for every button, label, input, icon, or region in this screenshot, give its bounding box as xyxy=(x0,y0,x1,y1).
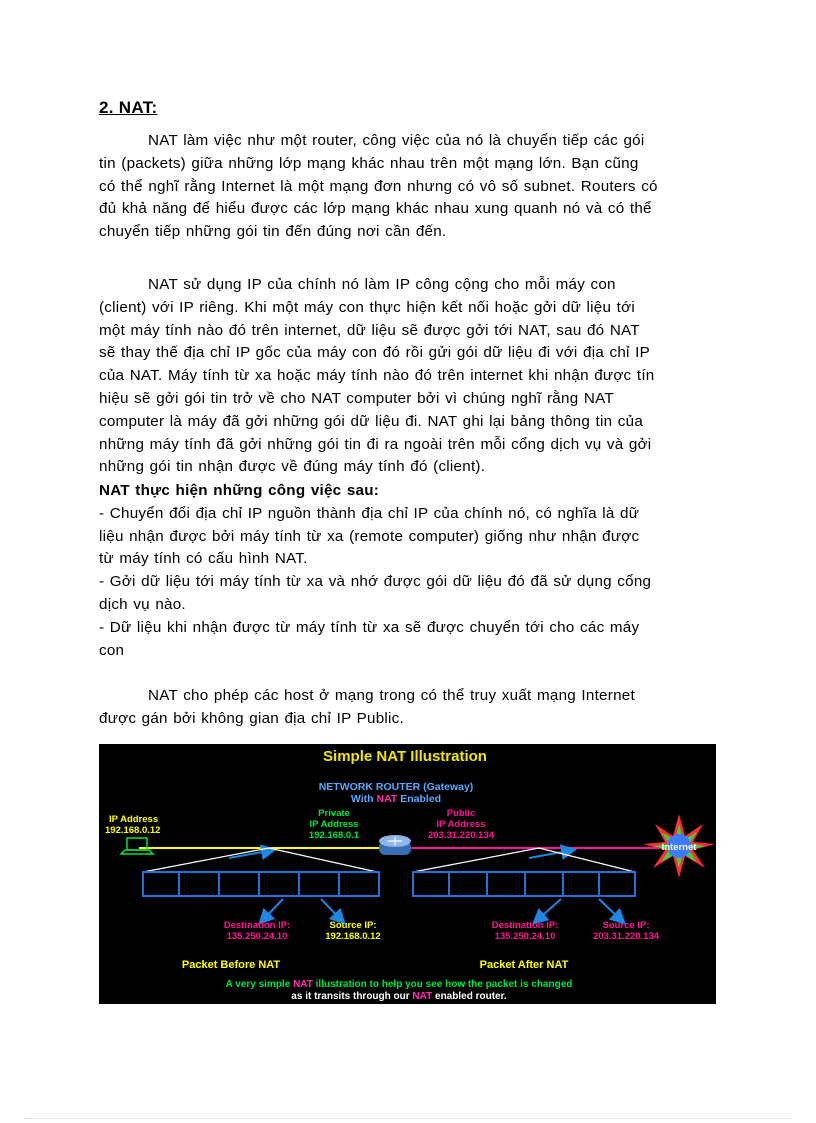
before-src-label: Source IP: xyxy=(329,920,377,931)
section-heading: 2. NAT: xyxy=(99,98,158,117)
after-src-label: Source IP: xyxy=(602,920,650,931)
nat-tasks-list xyxy=(99,480,719,662)
nat-illustration-figure xyxy=(99,744,716,1004)
text-line: hiệu sẽ gởi gói tin trở về cho NAT computer bởi vì chúng nghĩ rằng NAT xyxy=(99,389,614,407)
after-src-value: 203.31.220.134 xyxy=(592,931,660,942)
after-dest-arrow xyxy=(535,899,561,922)
after-src-arrow xyxy=(599,899,623,922)
left-ip-value: 192.168.0.12 xyxy=(105,825,161,836)
tasks-title: NAT thực hiện những công việc sau: xyxy=(99,482,380,499)
private-ip-value: 192.168.0.1 xyxy=(308,830,360,841)
caption1-pre: A very simple xyxy=(225,979,291,990)
private-label: Private xyxy=(318,808,350,819)
internet-label: Internet xyxy=(661,842,697,853)
after-dest-value: 135.250.24.10 xyxy=(494,931,556,942)
before-dest-value: 135.250.24.10 xyxy=(226,931,288,942)
caption2-pre: as it transits through our xyxy=(291,991,410,1002)
text-line: của NAT. Máy tính từ xa hoặc máy tính nào đó trên internet khi nhận được tín xyxy=(99,367,655,385)
after-packet-projection xyxy=(413,848,635,872)
router-icon xyxy=(379,835,411,855)
task-line: từ máy tính có cấu hình NAT. xyxy=(99,550,308,568)
caption1-post: illustration to help you see how the packet is changed xyxy=(315,979,573,990)
text-line: có thể nghĩ rằng Internet là một mạng đơn nhưng có vô số subnet. Routers có xyxy=(99,177,658,195)
before-dest-arrow xyxy=(261,899,283,922)
public-ip-label: IP Address xyxy=(436,819,486,830)
packet-before-frame xyxy=(143,872,379,896)
task-line: - Gởi dữ liệu tới máy tính từ xa và nhớ được gói dữ liệu đó đã sử dụng cổng xyxy=(99,573,652,591)
task-line: con xyxy=(99,641,125,659)
task-line: liệu nhận được bởi máy tính từ xa (remote computer) giống như nhận được xyxy=(99,527,640,545)
enabled-label: Enabled xyxy=(400,793,442,805)
task-line: - Chuyển đổi địa chỉ IP nguồn thành địa chỉ IP của chính nó, có nghĩa là dữ xyxy=(99,504,640,522)
text-line: (client) với IP riêng. Khi một máy con thực hiện kết nối hoặc gởi dữ liệu tới xyxy=(99,298,635,316)
text-line: đủ khả năng để hiểu được các lớp mạng khác nhau xung quanh nó và có thể xyxy=(99,200,652,218)
figure-caption-line2 xyxy=(291,991,507,1002)
left-ip-label: IP Address xyxy=(109,814,159,825)
text-line: được gán bởi không gian địa chỉ IP Public. xyxy=(99,709,404,727)
text-line: chuyển tiếp những gói tin đến đúng nơi cần đến. xyxy=(99,223,447,241)
text-line: tin (packets) giữa những lớp mạng khác nhau trên một mạng lớn. Bạn cũng xyxy=(99,154,639,172)
text-line: NAT cho phép các host ở mạng trong có thể truy xuất mạng Internet xyxy=(148,687,635,704)
figure-caption-line1 xyxy=(226,979,573,990)
router-title: NETWORK ROUTER (Gateway) xyxy=(318,781,474,793)
public-ip-value: 203.31.220.134 xyxy=(427,830,495,841)
packet-after-label: Packet After NAT xyxy=(479,959,569,971)
paragraph-nat-overview xyxy=(99,130,719,244)
text-line: một máy tính nào đó trên internet, dữ liệu sẽ được gởi tới NAT, sau đó NAT xyxy=(99,321,640,339)
paragraph-nat-usage xyxy=(99,274,719,479)
public-label: Public xyxy=(446,808,476,819)
after-dest-label: Destination IP: xyxy=(491,920,559,931)
task-line: dịch vụ nào. xyxy=(99,595,186,613)
before-dest-label: Destination IP: xyxy=(223,920,291,931)
before-src-arrow xyxy=(321,899,343,922)
task-line: - Dữ liệu khi nhận được từ máy tính từ xa sẽ được chuyển tới cho các máy xyxy=(99,618,640,636)
text-line: những máy tính đã gởi những gói tin đi ra ngoài trên mỗi cổng dịch vụ và gởi xyxy=(99,435,652,453)
text-line: NAT sử dụng IP của chính nó làm IP công cộng cho mỗi máy con xyxy=(148,276,616,293)
caption2-nat: NAT xyxy=(412,991,433,1002)
text-line: sẽ thay thế địa chỉ IP gốc của máy con đó rồi gửi gói dữ liệu đi với địa chỉ IP xyxy=(99,344,650,362)
paragraph-nat-public xyxy=(99,685,719,731)
before-src-value: 192.168.0.12 xyxy=(325,931,381,942)
nat-word: NAT xyxy=(376,793,398,805)
packet-after-frame xyxy=(413,872,635,896)
packet-before-label: Packet Before NAT xyxy=(181,959,281,971)
text-line: computer là máy đã gởi những gói dữ liệu đi. NAT ghi lại bảng thông tin của xyxy=(99,412,644,430)
text-line: NAT làm việc như một router, công việc của nó là chuyển tiếp các gói xyxy=(148,132,645,149)
caption1-nat: NAT xyxy=(293,979,313,990)
page-bottom-rule xyxy=(24,1118,792,1119)
private-ip-label: IP Address xyxy=(309,819,359,830)
figure-title: Simple NAT Illustration xyxy=(323,748,487,765)
router-subtitle xyxy=(351,793,441,805)
text-line: những gói tin nhận được về đúng máy tính đó (client). xyxy=(99,458,486,476)
with-label: With xyxy=(350,793,374,805)
caption2-post: enabled router. xyxy=(435,991,507,1002)
laptop-icon xyxy=(121,838,153,854)
